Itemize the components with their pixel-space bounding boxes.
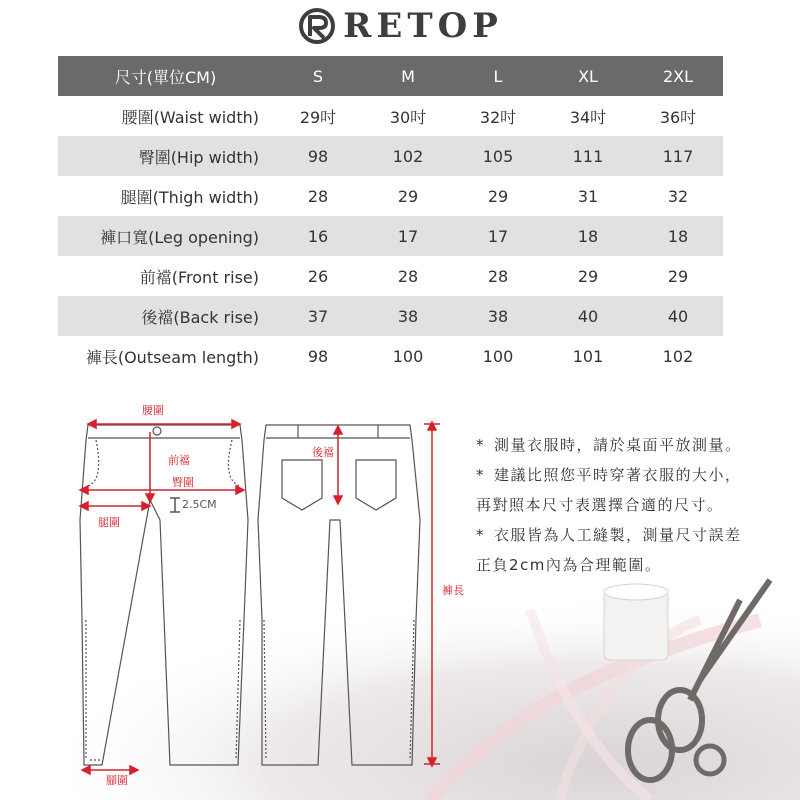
table-cell: 32 xyxy=(633,176,723,216)
table-cell: 100 xyxy=(453,336,543,376)
row-label: 腰圍(Waist width) xyxy=(58,96,273,136)
table-cell: 98 xyxy=(273,136,363,176)
table-cell: 29 xyxy=(363,176,453,216)
retop-logo-icon xyxy=(297,6,337,46)
header-cell: 尺寸(單位CM) xyxy=(58,56,273,96)
table-row xyxy=(58,176,723,216)
note-continuation: 再對照本尺寸表選擇合適的尺寸。 xyxy=(476,496,724,514)
label-offset: 2.5CM xyxy=(182,498,217,511)
table-cell: 16 xyxy=(273,216,363,256)
table-row xyxy=(58,96,723,136)
note-bullet: * xyxy=(476,526,485,544)
table-row xyxy=(58,216,723,256)
table-cell: 36吋 xyxy=(633,96,723,136)
table-cell: 29 xyxy=(633,256,723,296)
table-cell: 102 xyxy=(633,336,723,376)
table-cell: 40 xyxy=(543,296,633,336)
table-cell: 28 xyxy=(273,176,363,216)
label-front-rise: 前襠 xyxy=(168,454,190,467)
note-text: 測量衣服時，請於桌面平放測量。 xyxy=(494,436,742,454)
header-cell: S xyxy=(273,56,363,96)
header-cell: L xyxy=(453,56,543,96)
label-length: 褲長 xyxy=(442,584,464,597)
note-item xyxy=(476,460,776,490)
note-text: 衣服皆為人工縫製，測量尺寸誤差 xyxy=(494,526,742,544)
table-cell: 17 xyxy=(453,216,543,256)
header-cell: M xyxy=(363,56,453,96)
brand-name: RETOP xyxy=(343,6,503,46)
table-cell: 32吋 xyxy=(453,96,543,136)
table-cell: 18 xyxy=(543,216,633,256)
note-continuation: 正負2cm內為合理範圍。 xyxy=(476,556,662,574)
table-cell: 18 xyxy=(633,216,723,256)
size-chart-table xyxy=(58,56,723,376)
header-cell: 2XL xyxy=(633,56,723,96)
table-cell: 38 xyxy=(363,296,453,336)
table-cell: 117 xyxy=(633,136,723,176)
row-label: 腿圍(Thigh width) xyxy=(58,176,273,216)
row-label: 褲長(Outseam length) xyxy=(58,336,273,376)
table-cell: 28 xyxy=(453,256,543,296)
table-cell: 98 xyxy=(273,336,363,376)
label-back-rise: 後襠 xyxy=(312,446,334,459)
label-hip: 臀圍 xyxy=(172,476,194,489)
table-cell: 40 xyxy=(633,296,723,336)
note-bullet: * xyxy=(476,436,485,454)
note-item xyxy=(476,520,776,550)
table-cell: 37 xyxy=(273,296,363,336)
table-cell: 102 xyxy=(363,136,453,176)
table-cell: 17 xyxy=(363,216,453,256)
table-row xyxy=(58,136,723,176)
header-cell: XL xyxy=(543,56,633,96)
note-text: 建議比照您平時穿著衣服的大小， xyxy=(494,466,742,484)
table-cell: 26 xyxy=(273,256,363,296)
table-cell: 111 xyxy=(543,136,633,176)
row-label: 前襠(Front rise) xyxy=(58,256,273,296)
table-cell: 101 xyxy=(543,336,633,376)
table-cell: 31 xyxy=(543,176,633,216)
brand-header xyxy=(0,6,800,46)
row-label: 褲口寬(Leg opening) xyxy=(58,216,273,256)
table-cell: 28 xyxy=(363,256,453,296)
table-row xyxy=(58,336,723,376)
note-item xyxy=(476,430,776,460)
label-thigh: 腿圍 xyxy=(98,516,120,529)
table-header-row xyxy=(58,56,723,96)
table-cell: 100 xyxy=(363,336,453,376)
row-label: 臀圍(Hip width) xyxy=(58,136,273,176)
label-waist: 腰圍 xyxy=(142,404,164,417)
table-cell: 38 xyxy=(453,296,543,336)
table-row xyxy=(58,296,723,336)
measurement-notes xyxy=(476,430,776,580)
table-cell: 29 xyxy=(543,256,633,296)
row-label: 後襠(Back rise) xyxy=(58,296,273,336)
front-pants-outline xyxy=(80,425,248,765)
table-cell: 105 xyxy=(453,136,543,176)
table-cell: 30吋 xyxy=(363,96,453,136)
label-leg-opening: 腳圍 xyxy=(106,774,128,787)
table-cell: 29吋 xyxy=(273,96,363,136)
table-row xyxy=(58,256,723,296)
table-cell: 29 xyxy=(453,176,543,216)
note-bullet: * xyxy=(476,466,485,484)
table-cell: 34吋 xyxy=(543,96,633,136)
